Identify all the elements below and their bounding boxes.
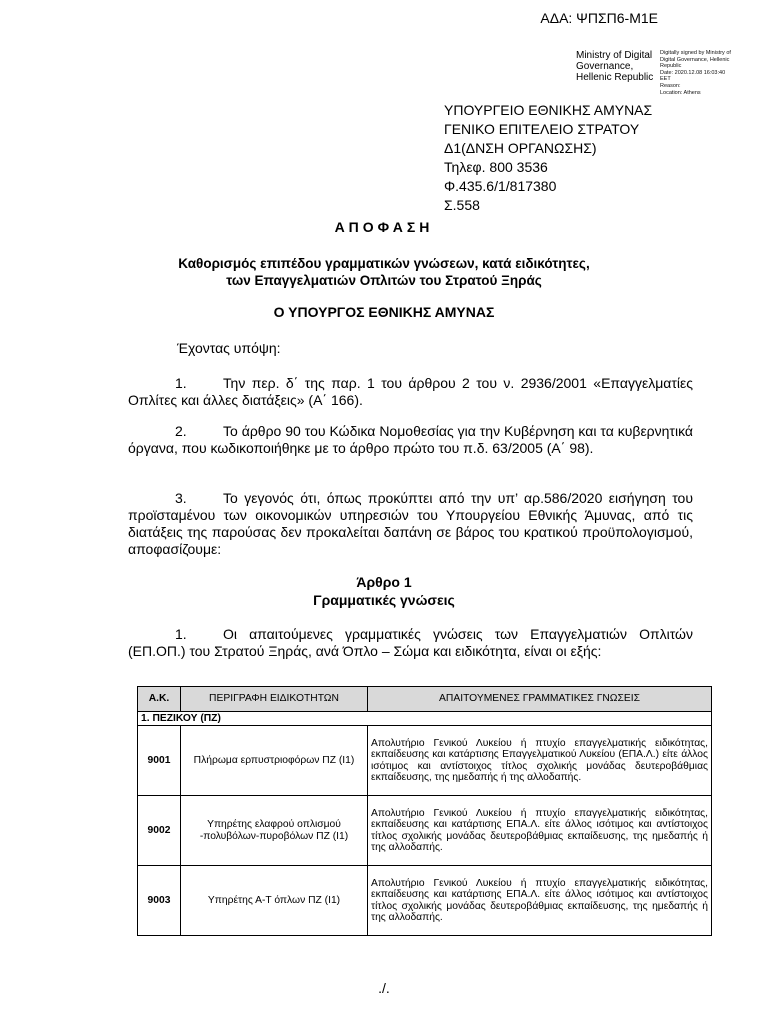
signature-label-line: Governance, — [576, 61, 634, 72]
decision-subject — [0, 255, 768, 289]
table-row — [138, 796, 712, 866]
page-continuation-mark: ./. — [378, 980, 390, 996]
article-title: Γραμματικές γνώσεις — [313, 592, 455, 608]
table-section-row — [138, 712, 712, 726]
paragraph-text: Το άρθρο 90 του Κώδικα Νομοθεσίας για την Κυβέρνηση και τα κυβερνητικά όργανα, που κωδικοποιήθηκε με το άρθρο πρώτο του π.δ. 63/2005 (Α΄ 98). — [128, 423, 693, 456]
specialty-description: Υπηρέτης Α-Τ όπλων ΠΖ (Ι1) — [181, 866, 368, 936]
signature-label-line: Ministry of Digital — [576, 50, 653, 61]
decision-title: ΑΠΟΦΑΣΗ — [334, 219, 434, 235]
minister-heading: Ο ΥΠΟΥΡΓΟΣ ΕΘΝΙΚΗΣ ΑΜΥΝΑΣ — [273, 304, 495, 320]
grammar-requirement: Απολυτήριο Γενικού Λυκείου ή πτυχίο επαγγελματικής ειδικότητας, εκπαίδευσης και κατάρτισης ΕΠΑ.Λ. είτε άλλος ισότιμος και αντίστοιχος τίτλος σχολικής μονάδας δευτεροβάθμιας εκπαίδευσης, της ημεδαπής ή της αλλοδαπής. — [368, 866, 712, 936]
subject-line: Καθορισμός επιπέδου γραμματικών γνώσεων, κατά ειδικότητες, — [178, 256, 590, 271]
table-header-row — [138, 687, 712, 712]
specialties-table — [137, 686, 712, 936]
digital-signature-label — [576, 50, 656, 83]
paragraph-number: 1. — [175, 626, 187, 642]
signature-label-line: Hellenic Republic — [576, 72, 654, 83]
column-header-code: Α.Κ. — [138, 687, 181, 712]
paragraph-number: 1. — [175, 375, 187, 391]
staff-name: ΓΕΝΙΚΟ ΕΠΙΤΕΛΕΙΟ ΣΤΡΑΤΟΥ — [444, 121, 640, 137]
column-header-specialty: ΠΕΡΙΓΡΑΦΗ ΕΙΔΙΚΟΤΗΤΩΝ — [181, 687, 368, 712]
ada-number: ΑΔΑ: ΨΠΣΠ6-Μ1Ε — [540, 10, 658, 26]
sigma-number: Σ.558 — [444, 197, 480, 213]
ministry-name: ΥΠΟΥΡΓΕΙΟ ΕΘΝΙΚΗΣ ΑΜΥΝΑΣ — [444, 102, 653, 118]
signature-detail-line: Republic — [660, 63, 682, 70]
directorate-name: Δ1(ΔΝΣΗ ΟΡΓΑΝΩΣΗΣ) — [444, 140, 597, 156]
issuing-organization — [444, 101, 652, 215]
paragraph-text: Την περ. δ΄ της παρ. 1 του άρθρου 2 του ν. 2936/2001 «Επαγγελματίες Οπλίτες και άλλες διατάξεις» (Α΄ 166). — [128, 375, 693, 408]
signature-detail-line: Digitally signed by Ministry of — [660, 50, 731, 56]
digital-signature-details — [660, 50, 760, 96]
paragraph-number: 2. — [175, 423, 187, 439]
table-row — [138, 726, 712, 796]
paragraph-text: Το γεγονός ότι, όπως προκύπτει από την υπ’ αρ.586/2020 εισήγηση του προϊσταμένου των οικονομικών υπηρεσιών του Υπουργείου Εθνικής Άμυνας, από τις διατάξεις της παρούσας δεν προκαλείται δαπάνη σε βάρος του κρατικού προϋπολογισμού, αποφασίζουμε: — [128, 490, 693, 557]
article-paragraph — [128, 626, 693, 660]
section-label: 1. ΠΕΖΙΚΟΥ (ΠΖ) — [138, 712, 712, 726]
having-considered: Έχοντας υπόψη: — [177, 340, 281, 356]
subject-line: των Επαγγελματιών Οπλιτών του Στρατού Ξηράς — [226, 273, 542, 288]
grammar-requirement: Απολυτήριο Γενικού Λυκείου ή πτυχίο επαγγελματικής ειδικότητας, εκπαίδευσης και κατάρτισης Επαγγελματικού Λυκείου (ΕΠΑ.Λ.) είτε άλλος ισότιμος και αντίστοιχος τίτλος σχολικής μονάδας δευτεροβάθμιας εκπαίδευσης, της ημεδαπής ή της αλλοδαπής. — [368, 726, 712, 796]
article-heading — [0, 573, 768, 609]
signature-detail-line: Digital Governance, Hellenic — [660, 56, 730, 63]
column-header-requirements: ΑΠΑΙΤΟΥΜΕΝΕΣ ΓΡΑΜΜΑΤΙΚΕΣ ΓΝΩΣΕΙΣ — [368, 687, 712, 712]
recital-paragraph — [128, 375, 693, 409]
grammar-requirement: Απολυτήριο Γενικού Λυκείου ή πτυχίο επαγγελματικής ειδικότητας, εκπαίδευσης και κατάρτισης ΕΠΑ.Λ. είτε άλλος ισότιμος και αντίστοιχος τίτλος σχολικής μονάδας δευτεροβάθμιας εκπαίδευσης, της ημεδαπής ή της αλλοδαπής. — [368, 796, 712, 866]
signature-detail-line: Location: Athens — [660, 89, 701, 96]
paragraph-number: 3. — [175, 490, 187, 506]
article-number: Άρθρο 1 — [356, 574, 412, 590]
phone-number: Τηλεφ. 800 3536 — [444, 159, 548, 175]
signature-detail-line: Date: 2020.12.08 16:03:40 — [660, 69, 726, 76]
recital-paragraph — [128, 423, 693, 457]
signature-detail-line: Reason: — [660, 82, 681, 89]
file-number: Φ.435.6/1/817380 — [444, 178, 557, 194]
specialty-description: Υπηρέτης ελαφρού οπλισμού -πολυβόλων-πυροβόλων ΠΖ (Ι1) — [181, 796, 368, 866]
specialty-description: Πλήρωμα ερπυστριοφόρων ΠΖ (Ι1) — [181, 726, 368, 796]
specialty-code: 9003 — [138, 866, 181, 936]
specialty-code: 9001 — [138, 726, 181, 796]
table-row — [138, 866, 712, 936]
specialty-code: 9002 — [138, 796, 181, 866]
signature-detail-line: EET — [660, 76, 671, 83]
recital-paragraph — [128, 490, 693, 558]
paragraph-text: Οι απαιτούμενες γραμματικές γνώσεις των Επαγγελματιών Οπλιτών (ΕΠ.ΟΠ.) του Στρατού Ξηράς, ανά Όπλο – Σώμα και ειδικότητα, είναι οι εξής: — [128, 626, 693, 659]
